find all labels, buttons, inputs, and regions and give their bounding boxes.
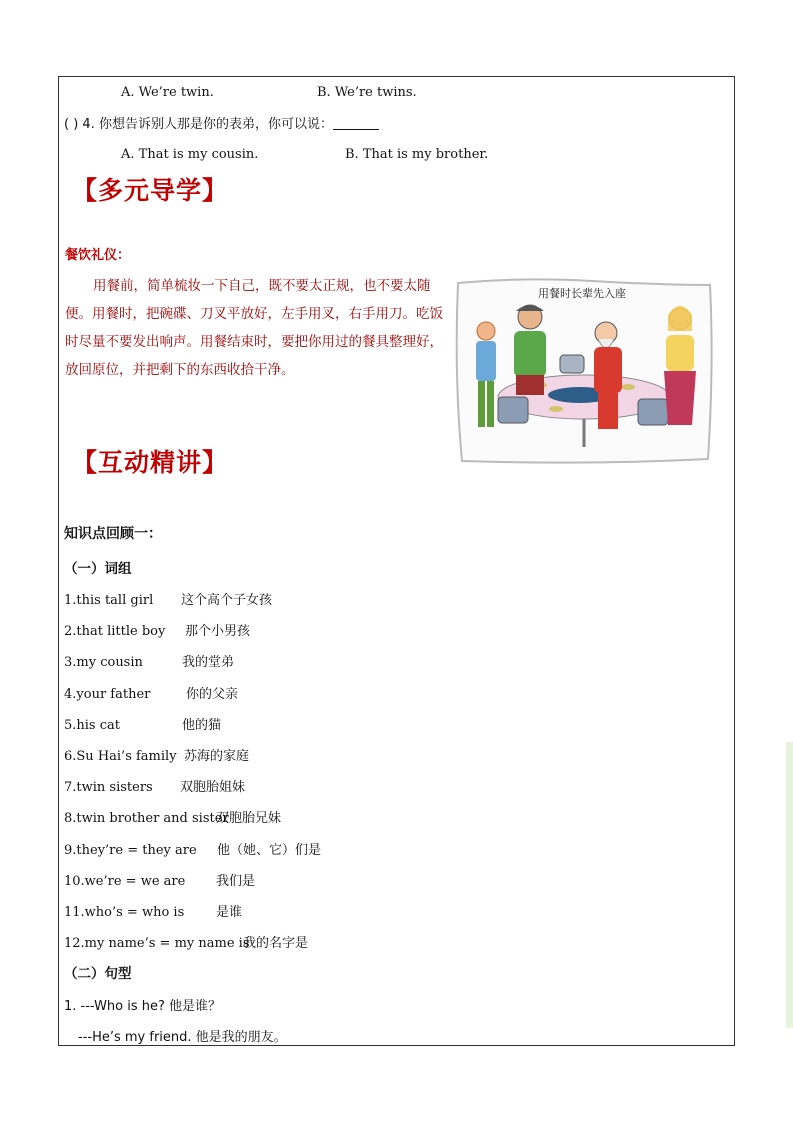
content-frame [58,76,735,1046]
etiquette-subhead: 餐饮礼仪： [65,248,131,263]
question-4-text: 4. 你想告诉别人那是你的表弟，你可以说： [82,117,333,132]
phrase-row: 5.his cat 他的猫 [64,718,222,733]
q4-option-a[interactable]: A. That is my cousin. [121,147,259,162]
answer-bracket[interactable]: ( ) [64,117,79,132]
section-heading-multi: 【多元导学】 [72,176,229,205]
illustration-caption: 用餐时长辈先入座 [538,287,626,300]
sentences-title: （二）句型 [64,966,132,982]
sentence-1-question: 1. ---Who is he? 他是谁？ [64,999,222,1014]
q4-option-b[interactable]: B. That is my brother. [345,147,489,162]
q3-option-a[interactable]: A. We’re twin. [121,85,214,100]
sentence-1-answer: ---He’s my friend. 他是我的朋友。 [78,1030,287,1045]
phrase-row: 4.your father 你的父亲 [64,687,239,702]
phrase-row: 2.that little boy 那个小男孩 [64,624,251,639]
dining-illustration [452,275,716,465]
q3-option-b[interactable]: B. We’re twins. [317,85,417,100]
etiquette-paragraph: 用餐前，简单梳妆一下自己，既不要太正规，也不要太随便。用餐时，把碗碟、刀叉平放好，左手用叉，右手用刀。吃饭时尽量不要发出响声。用餐结束时，要把你用过的餐具整理好，放回原位，并把剩下的东西收拾干净。 [65,278,443,378]
answer-blank[interactable] [333,117,379,130]
phrases-title: （一）词组 [64,561,132,577]
phrase-row: 9.they’re = they are 他（她、它）们是 [64,843,322,858]
review-title: 知识点回顾一： [64,526,162,542]
phrase-row: 1.this tall girl 这个高个子女孩 [64,593,273,608]
section-heading-interactive: 【互动精讲】 [72,448,229,477]
phrase-row: 3.my cousin 我的堂弟 [64,655,235,670]
phrase-row: 10.we’re = we are 我们是 [64,874,256,889]
page-edge-strip [786,742,793,1028]
phrase-row: 8.twin brother and sister 双胞胎兄妹 [64,811,282,826]
phrase-row: 6.Su Hai’s family 苏海的家庭 [64,749,250,764]
phrase-row: 7.twin sisters 双胞胎姐妹 [64,780,246,795]
question-4 [64,117,379,133]
phrase-row: 11.who’s = who is 是谁 [64,905,243,920]
phrase-row: 12.my name’s = my name is 我的名字是 [64,936,309,951]
